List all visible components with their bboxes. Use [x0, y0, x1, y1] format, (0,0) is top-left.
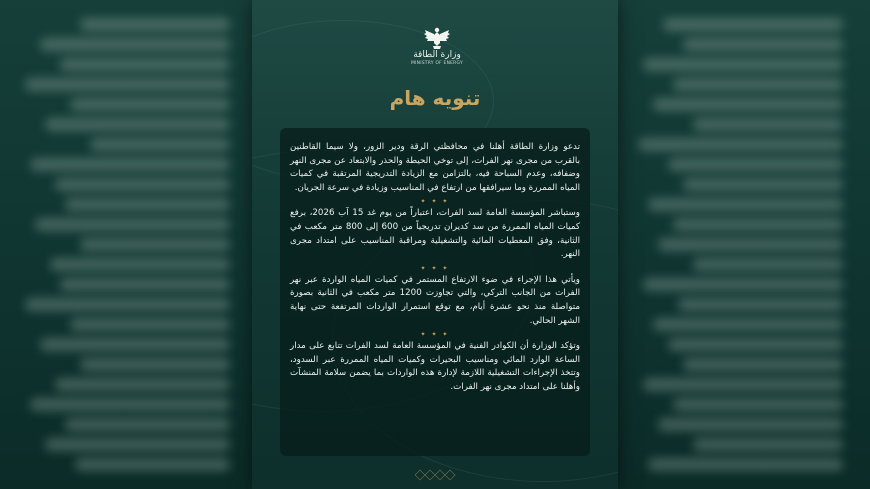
blurred-text-line [35, 218, 230, 231]
blurred-text-line [653, 98, 843, 111]
blurred-text-line [40, 338, 230, 351]
blurred-text-line [25, 78, 230, 91]
blurred-background-left [0, 0, 252, 489]
blurred-background-right [618, 0, 870, 489]
blurred-text-line [75, 458, 230, 471]
notice-paragraph: تدعو وزارة الطاقة أهلنا في محافظتي الرقة ودير الزور، ولا سيما القاطنين بالقرب من مجرى نهر الفرات، إلى توخي الحيطة والحذر والابتعاد عن مجرى النهر وضفافه، وعدم السباحة فيه، بالتزامن مع الزيادة التدريجية المرتقبة في كميات المياه الممررة وما سيرافقها من ارتفاع في المناسيب وزيادة في سرعة الجريان. [290, 142, 580, 193]
blurred-text-line [693, 258, 843, 271]
blurred-text-line [678, 298, 843, 311]
notice-title: تنويه هام [389, 86, 481, 110]
separator-stars: ✦ ✦ ✦ [420, 331, 450, 339]
blurred-text-line [60, 278, 230, 291]
blurred-text-line [80, 358, 230, 371]
blurred-text-line [683, 178, 843, 191]
blurred-text-line [60, 58, 230, 71]
blurred-text-line [683, 358, 843, 371]
blurred-text-line [673, 398, 843, 411]
notice-text-box [280, 128, 590, 456]
notice-card [252, 0, 618, 489]
blurred-text-line [668, 338, 843, 351]
notice-paragraph: وتؤكد الوزارة أن الكوادر الفنية في المؤسسة العامة لسد الفرات تتابع على مدار الساعة الوارد المائي ومناسيب البحيرات وكميات المياه الممررة عبر السدود، وتتخذ الإجراءات التشغيلية اللازمة لإدارة هذه الواردات بما يضمن سلامة المنشآت وأهلنا على امتداد مجرى نهر الفرات. [290, 341, 580, 392]
blurred-text-line [643, 58, 843, 71]
ministry-name-arabic: وزارة الطاقة [413, 50, 461, 60]
blurred-text-line [90, 138, 230, 151]
decorative-pattern-icon [410, 468, 460, 482]
blurred-text-line [693, 118, 843, 131]
separator-stars: ✦ ✦ ✦ [420, 198, 450, 206]
ministry-name-english: MINISTRY OF ENERGY [411, 61, 463, 66]
blurred-text-line [70, 98, 230, 111]
blurred-text-line [55, 178, 230, 191]
blurred-text-line [658, 238, 843, 251]
blurred-text-line [50, 258, 230, 271]
blurred-text-line [668, 158, 843, 171]
blurred-text-line [643, 378, 843, 391]
blurred-text-line [80, 238, 230, 251]
blurred-text-line [638, 138, 843, 151]
blurred-text-line [45, 438, 230, 451]
notice-paragraph: ويأتي هذا الإجراء في ضوء الارتفاع المستمر في كميات المياه الواردة عبر نهر الفرات من الجانب التركي، والتي تجاوزت 1200 متر مكعب في الثانية بصورة متواصلة منذ نحو عشرة أيام، مع توقع استمرار الواردات المرتفعة حتى نهاية الشهر الحالي. [290, 274, 581, 326]
notice-paragraph: وستباشر المؤسسة العامة لسد الفرات، اعتباراً من يوم غد 15 آب 2026، برفع كميات المياه الممررة من سد كديران تدريجياً من 600 إلى 800 متر مكعب في الثانية، وفق المعطيات المائية والتشغيلية ومراقبة المناسيب على امتداد مجرى النهر. [290, 208, 580, 260]
blurred-text-line [658, 418, 843, 431]
blurred-text-line [65, 198, 230, 211]
blurred-text-line [653, 318, 843, 331]
blurred-text-line [683, 38, 843, 51]
blurred-text-line [45, 118, 230, 131]
blurred-text-line [65, 418, 230, 431]
eagle-emblem-icon [423, 26, 451, 50]
blurred-text-line [70, 318, 230, 331]
blurred-text-line [55, 378, 230, 391]
blurred-text-line [648, 458, 843, 471]
blurred-text-line [80, 18, 230, 31]
ministry-logo [402, 26, 472, 67]
blurred-text-line [25, 298, 230, 311]
blurred-text-line [648, 198, 843, 211]
blurred-text-line [30, 158, 230, 171]
separator-stars: ✦ ✦ ✦ [420, 264, 450, 272]
blurred-text-line [693, 438, 843, 451]
blurred-text-line [673, 218, 843, 231]
blurred-text-line [40, 38, 230, 51]
blurred-text-line [673, 78, 843, 91]
blurred-text-line [663, 18, 843, 31]
blurred-text-line [643, 278, 843, 291]
blurred-text-line [30, 398, 230, 411]
